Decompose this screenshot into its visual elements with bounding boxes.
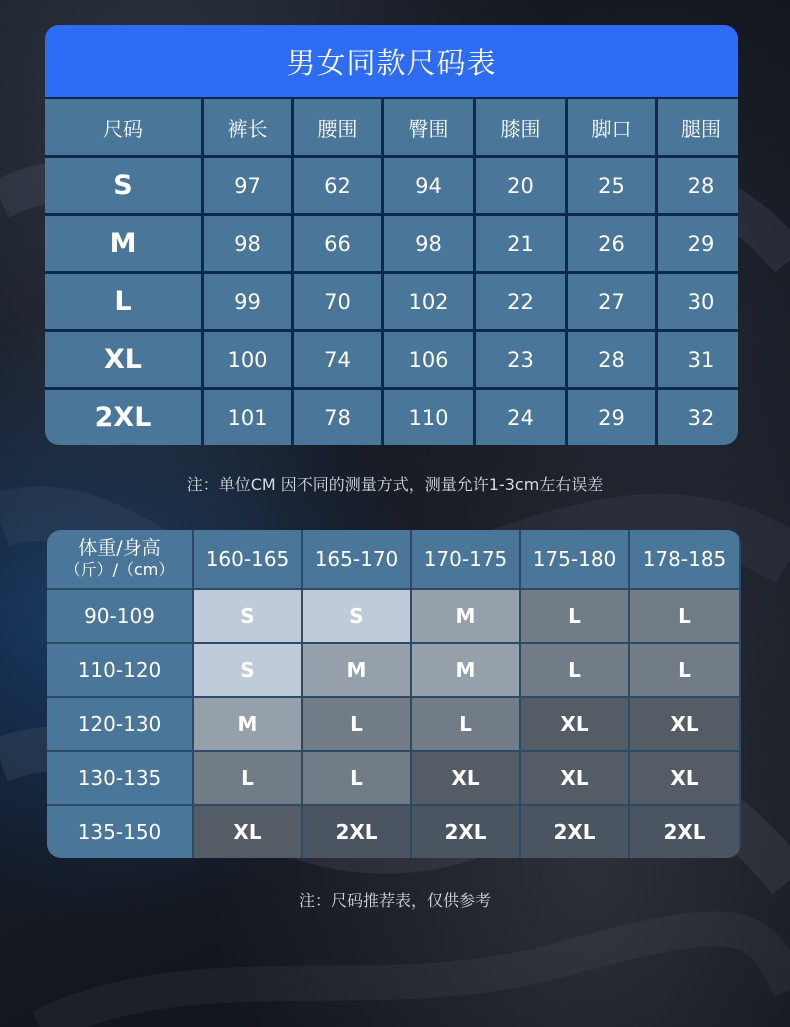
size-label-cell: XL (45, 332, 201, 387)
measurement-cell: 62 (294, 158, 381, 213)
recommended-size-cell: M (412, 644, 519, 696)
measurement-cell: 25 (568, 158, 655, 213)
recommended-size-cell: 2XL (521, 806, 628, 858)
height-range-header: 165-170 (303, 530, 410, 588)
measurement-cell: 74 (294, 332, 381, 387)
size-header-cell: 裤长 (204, 99, 291, 155)
measurement-cell: 29 (658, 216, 738, 271)
recommended-size-cell: XL (521, 698, 628, 750)
recommended-size-cell: L (630, 590, 739, 642)
measurement-cell: 97 (204, 158, 291, 213)
recommendation-note: 注：尺码推荐表，仅供参考 (298, 891, 491, 910)
corner-header-line1: 体重/身高 (78, 537, 161, 559)
measurement-cell: 27 (568, 274, 655, 329)
recommended-size-cell: 2XL (303, 806, 410, 858)
measurement-cell: 28 (568, 332, 655, 387)
recommended-size-cell: S (194, 590, 301, 642)
size-label-cell: 2XL (45, 390, 201, 445)
weight-range-cell: 130-135 (47, 752, 192, 804)
weight-range-cell: 120-130 (47, 698, 192, 750)
recommended-size-cell: 2XL (412, 806, 519, 858)
size-header-cell: 尺码 (45, 99, 201, 155)
measurement-cell: 94 (384, 158, 473, 213)
recommended-size-cell: XL (521, 752, 628, 804)
size-label-cell: M (45, 216, 201, 271)
recommended-size-cell: M (303, 644, 410, 696)
recommended-size-cell: S (194, 644, 301, 696)
recommended-size-cell: S (303, 590, 410, 642)
measurement-cell: 101 (204, 390, 291, 445)
height-range-header: 170-175 (412, 530, 519, 588)
recommended-size-cell: L (303, 698, 410, 750)
recommended-size-cell: XL (630, 698, 739, 750)
measurement-cell: 29 (568, 390, 655, 445)
size-chart (45, 25, 738, 445)
size-chart-grid (45, 97, 738, 445)
weight-range-cell: 110-120 (47, 644, 192, 696)
measurement-cell: 31 (658, 332, 738, 387)
recommended-size-cell: XL (630, 752, 739, 804)
recommended-size-cell: XL (412, 752, 519, 804)
recommended-size-cell: M (194, 698, 301, 750)
weight-range-cell: 90-109 (47, 590, 192, 642)
size-header-cell: 腿围 (658, 99, 738, 155)
recommended-size-cell: L (412, 698, 519, 750)
measurement-cell: 110 (384, 390, 473, 445)
recommendation-grid (47, 530, 741, 858)
size-header-cell: 脚口 (568, 99, 655, 155)
recommended-size-cell: L (521, 644, 628, 696)
measurement-cell: 30 (658, 274, 738, 329)
corner-header (47, 530, 192, 588)
size-label-cell: L (45, 274, 201, 329)
measurement-cell: 24 (476, 390, 565, 445)
measurement-cell: 78 (294, 390, 381, 445)
recommended-size-cell: L (303, 752, 410, 804)
measurement-cell: 26 (568, 216, 655, 271)
recommended-size-cell: L (194, 752, 301, 804)
height-range-header: 178-185 (630, 530, 739, 588)
measurement-cell: 23 (476, 332, 565, 387)
measurement-cell: 66 (294, 216, 381, 271)
recommended-size-cell: 2XL (630, 806, 739, 858)
size-header-cell: 臀围 (384, 99, 473, 155)
measurement-cell: 102 (384, 274, 473, 329)
corner-header-line2: （斤）/（cm） (64, 560, 175, 579)
size-label-cell: S (45, 158, 201, 213)
size-chart-note: 注：单位CM 因不同的测量方式，测量允许1-3cm左右误差 (186, 475, 604, 494)
recommended-size-cell: L (521, 590, 628, 642)
height-range-header: 160-165 (194, 530, 301, 588)
size-recommendation-chart (47, 530, 741, 858)
measurement-cell: 70 (294, 274, 381, 329)
measurement-cell: 100 (204, 332, 291, 387)
recommended-size-cell: M (412, 590, 519, 642)
height-range-header: 175-180 (521, 530, 628, 588)
measurement-cell: 106 (384, 332, 473, 387)
measurement-cell: 98 (204, 216, 291, 271)
measurement-cell: 22 (476, 274, 565, 329)
recommended-size-cell: XL (194, 806, 301, 858)
measurement-cell: 98 (384, 216, 473, 271)
size-header-cell: 膝围 (476, 99, 565, 155)
measurement-cell: 99 (204, 274, 291, 329)
size-chart-title: 男女同款尺码表 (45, 25, 738, 97)
weight-range-cell: 135-150 (47, 806, 192, 858)
measurement-cell: 20 (476, 158, 565, 213)
size-header-cell: 腰围 (294, 99, 381, 155)
measurement-cell: 32 (658, 390, 738, 445)
measurement-cell: 21 (476, 216, 565, 271)
recommended-size-cell: L (630, 644, 739, 696)
measurement-cell: 28 (658, 158, 738, 213)
